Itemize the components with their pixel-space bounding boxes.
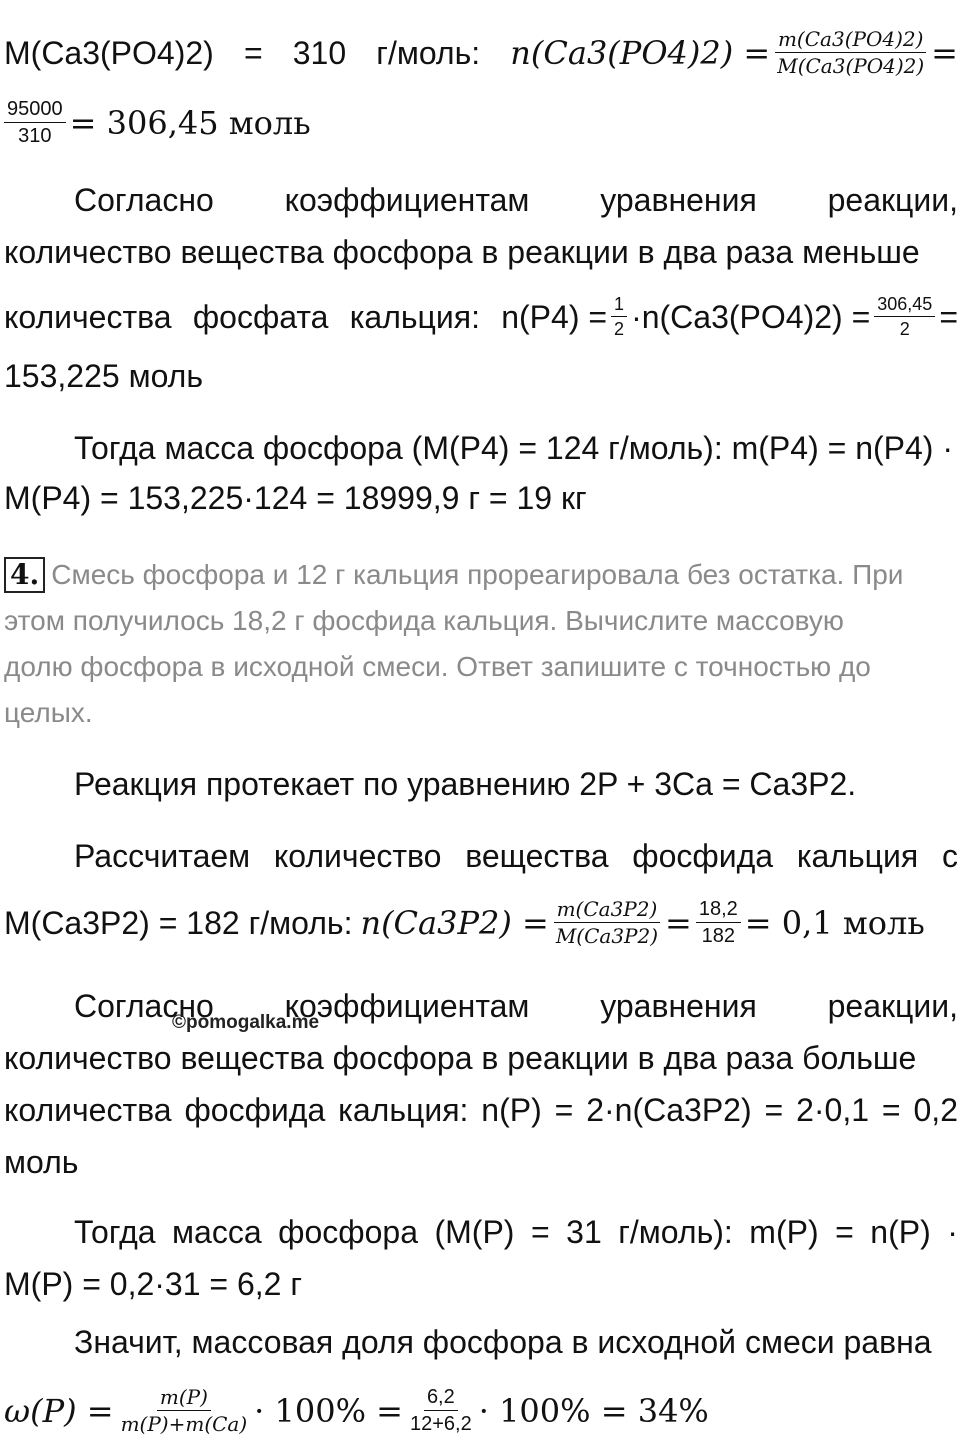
reaction-equation-line: Реакция протекает по уравнению 2P + 3Ca = Ca3P2. bbox=[74, 766, 857, 802]
word: коэффициентам bbox=[284, 182, 530, 218]
word: фосфата bbox=[192, 298, 329, 335]
word: = bbox=[554, 1092, 574, 1128]
word: количество bbox=[273, 838, 442, 874]
division-fraction bbox=[874, 294, 935, 339]
numeric-fraction bbox=[407, 1386, 475, 1435]
expression: ·n(Ca3(PO4)2) = bbox=[631, 298, 871, 335]
expression: n(P4) = bbox=[501, 298, 608, 335]
formula-line-2 bbox=[4, 98, 958, 147]
equals-sign: = bbox=[243, 34, 263, 71]
word: уравнения bbox=[600, 988, 757, 1024]
task-line-3: долю фосфора в исходной смеси. Ответ запишите с точностью до bbox=[4, 651, 871, 682]
word: кальция: bbox=[349, 298, 480, 335]
fraction-numerator: 18,2 bbox=[696, 898, 741, 923]
word: реакции, bbox=[827, 988, 958, 1024]
equals-tail: = bbox=[931, 33, 958, 72]
word: = bbox=[530, 1214, 550, 1250]
para1-line3 bbox=[4, 294, 958, 339]
fraction-denominator: M(Ca3(PO4)2) bbox=[777, 54, 925, 78]
word: 2·n(Ca3P2) bbox=[586, 1092, 752, 1128]
para1-line4: 153,225 моль bbox=[4, 358, 203, 394]
fraction-numerator: m(Ca3(PO4)2) bbox=[775, 28, 926, 53]
phosphorus-amount-formula bbox=[501, 294, 958, 339]
word: Тогда bbox=[74, 1214, 156, 1250]
para5-line1 bbox=[4, 986, 958, 1026]
word: 2·0,1 bbox=[796, 1092, 870, 1128]
fraction-numerator: m(Ca3P2) bbox=[554, 898, 661, 923]
word: Согласно bbox=[74, 988, 214, 1024]
fraction-numerator: 6,2 bbox=[424, 1386, 458, 1411]
amount-result: = 306,45 моль bbox=[69, 103, 311, 142]
fraction-denominator: 182 bbox=[701, 925, 736, 947]
task-line-4: целых. bbox=[4, 697, 93, 728]
word: Согласно bbox=[74, 182, 214, 218]
task-line-2: этом получилось 18,2 г фосфида кальция. Вычислите массовую bbox=[4, 605, 844, 636]
word: фосфида bbox=[184, 1092, 326, 1128]
word: вещества bbox=[465, 838, 609, 874]
fraction-numerator: 1 bbox=[611, 294, 627, 317]
percent-multiplier: · 100% = bbox=[254, 1391, 403, 1430]
word: = bbox=[764, 1092, 784, 1128]
amount-result: = 0,1 моль bbox=[744, 903, 925, 942]
numeric-fraction bbox=[4, 98, 66, 147]
word: реакции, bbox=[827, 182, 958, 218]
word: фосфора bbox=[278, 1214, 418, 1250]
word: кальция bbox=[796, 838, 919, 874]
mass-label: M(Ca3(PO4)2) bbox=[4, 34, 214, 71]
fraction-denominator: 12+6,2 bbox=[409, 1413, 472, 1435]
word: m(P) bbox=[749, 1214, 819, 1250]
half-fraction bbox=[611, 294, 627, 339]
fraction-numerator: 306,45 bbox=[874, 294, 935, 317]
word: масса bbox=[172, 1214, 262, 1250]
para1-line1 bbox=[4, 180, 958, 220]
word: Рассчитаем bbox=[74, 838, 251, 874]
para2-line2: M(P4) = 153,225·124 = 18999,9 г = 19 кг bbox=[4, 480, 587, 516]
word: · bbox=[947, 1214, 958, 1250]
word: коэффициентам bbox=[284, 988, 530, 1024]
word: количества bbox=[4, 298, 172, 335]
word: кальция: bbox=[338, 1092, 469, 1128]
task-line-1 bbox=[4, 552, 954, 598]
final-result: · 100% = 34% bbox=[478, 1391, 709, 1430]
word: 0,2 bbox=[913, 1092, 958, 1128]
word: n(P) bbox=[481, 1092, 542, 1128]
word: = bbox=[881, 1092, 901, 1128]
fraction-denominator: 310 bbox=[18, 125, 52, 147]
task-number-badge: 4. bbox=[4, 557, 45, 593]
para4-line2 bbox=[4, 898, 958, 947]
amount-expression: n(Ca3P2) = bbox=[360, 903, 549, 942]
numeric-fraction bbox=[696, 898, 741, 947]
fraction-numerator: m(P) bbox=[157, 1386, 211, 1411]
fraction-numerator: 95000 bbox=[4, 98, 66, 123]
mass-ratio-fraction bbox=[553, 898, 661, 947]
para5-line4: моль bbox=[4, 1144, 79, 1180]
task-text: Смесь фосфора и 12 г кальция прореагировала без остатка. При bbox=[51, 559, 904, 590]
formula-line-1 bbox=[4, 28, 958, 77]
word: (M(P) bbox=[434, 1214, 515, 1250]
word: с bbox=[941, 838, 958, 874]
word: фосфида bbox=[632, 838, 774, 874]
fraction-denominator: M(Ca3P2) bbox=[555, 924, 659, 948]
para2-line1: Тогда масса фосфора (M(P4) = 124 г/моль): m(P4) = n(P4) · bbox=[74, 430, 953, 466]
watermark-label: ©pomogalka.me bbox=[172, 1012, 320, 1033]
equals-sign: = bbox=[665, 903, 692, 942]
fraction-denominator: m(P)+m(Ca) bbox=[120, 1412, 248, 1436]
fraction-denominator: 2 bbox=[899, 319, 910, 339]
omega-expression: ω(P) = bbox=[4, 1391, 114, 1430]
word: = bbox=[835, 1214, 854, 1250]
mass-fraction-fraction bbox=[118, 1386, 251, 1435]
equals-tail: = bbox=[939, 298, 958, 335]
word: 31 bbox=[566, 1214, 602, 1250]
fraction-denominator: 2 bbox=[614, 319, 625, 339]
word: количества bbox=[4, 1092, 172, 1128]
para5-line3 bbox=[4, 1090, 958, 1130]
task-statement bbox=[4, 552, 954, 736]
para5-line2: количество вещества фосфора в реакции в два раза больше bbox=[4, 1040, 917, 1076]
para6-line1 bbox=[4, 1212, 958, 1252]
word: n(P) bbox=[870, 1214, 931, 1250]
para6-line2: M(P) = 0,2·31 = 6,2 г bbox=[4, 1266, 303, 1302]
para7-line1: Значит, массовая доля фосфора в исходной смеси равна bbox=[74, 1324, 932, 1360]
molar-mass-value: 310 bbox=[292, 34, 347, 71]
para1-line2: количество вещества фосфора в реакции в два раза меньше bbox=[4, 234, 920, 270]
molar-mass-text: M(Ca3P2) = 182 г/моль: bbox=[4, 904, 353, 941]
amount-formula bbox=[510, 28, 958, 77]
word: г/моль): bbox=[618, 1214, 733, 1250]
para4-line1 bbox=[4, 836, 958, 876]
mass-fraction-formula bbox=[4, 1386, 958, 1435]
mass-ratio-fraction bbox=[774, 28, 927, 77]
amount-expression: n(Ca3(PO4)2) = bbox=[510, 33, 771, 72]
word: уравнения bbox=[600, 182, 757, 218]
unit-label: г/моль: bbox=[376, 34, 481, 71]
